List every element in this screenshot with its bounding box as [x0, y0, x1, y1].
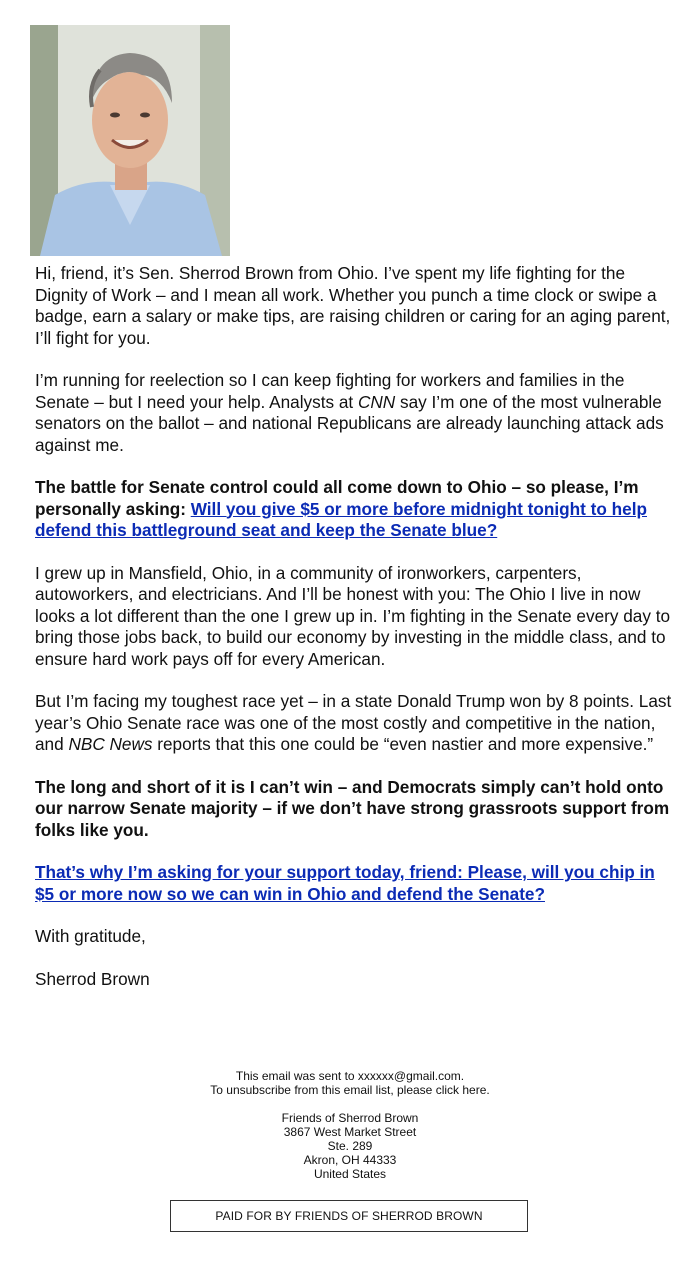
country: United States: [313, 1167, 387, 1181]
sent-to-notice: This email was sent to xxxxxx@gmail.com.: [235, 1069, 465, 1083]
email-body: [35, 263, 673, 1011]
unsubscribe-link[interactable]: To unsubscribe from this email list, please click here.: [210, 1083, 490, 1097]
closing: With gratitude,: [35, 926, 146, 946]
donate-link-2[interactable]: That’s why I’m asking for your support today, friend: Please, will you chip in $5 or more now so we can win in Ohio and defend the Senate?: [35, 862, 655, 904]
intro-paragraph: Hi, friend, it’s Sen. Sherrod Brown from Ohio. I’ve spent my life fighting for the Dignity of Work – and I mean all work. Whether you punch a time clock or swipe a badge, earn a salary or make tips, are raising children or caring for an aging parent, I’ll fight for you.: [35, 263, 671, 348]
toughest-race-paragraph: [35, 691, 673, 756]
email-footer: [0, 1069, 700, 1181]
city-state-zip: Akron, OH 44333: [303, 1153, 397, 1167]
cnn-text: CNN: [357, 391, 396, 412]
org-name: Friends of Sherrod Brown: [281, 1111, 419, 1125]
ask-paragraph: [35, 477, 673, 542]
street-address: 3867 West Market Street: [283, 1125, 417, 1139]
portrait-icon: [30, 25, 230, 256]
donate-paragraph: [35, 862, 673, 905]
ask-text: The battle for Senate control could all come down to Ohio – so please, I’m personally asking:: [35, 477, 639, 519]
race-text-a: But I’m facing my toughest race yet – in a state Donald Trump won by 8 points. Last year’s Ohio Senate race was one of the most costly and competitive in the nation, and: [35, 691, 672, 754]
signature: Sherrod Brown: [35, 968, 150, 989]
suite: Ste. 289: [327, 1139, 373, 1153]
reelection-text-a: I’m running for reelection so I can keep fighting for workers and families in the Senate – but I need your help. Analysts at: [35, 370, 625, 412]
donate-link-1[interactable]: Will you give $5 or more before midnight tonight to help defend this battleground seat and keep the Senate blue?: [35, 498, 647, 540]
paid-for-disclaimer: PAID FOR BY FRIENDS OF SHERROD BROWN: [170, 1200, 528, 1232]
race-text-b: reports that this one could be “even nastier and more expensive.”: [152, 734, 654, 754]
grassroots-paragraph: The long and short of it is I can’t win – and Democrats simply can’t hold onto our narrow Senate majority – if we don’t have strong grassroots support from folks like you.: [35, 776, 670, 840]
nbc-text: NBC News: [68, 734, 153, 754]
reelection-text-b: say I’m one of the most vulnerable senators on the ballot – and national Republicans are already launching attack ads against me.: [35, 391, 664, 455]
mansfield-paragraph: I grew up in Mansfield, Ohio, in a community of ironworkers, carpenters, autoworkers, and electricians. And I’ll be honest with you: The Ohio I live in now looks a lot different than the one I grew up in. I’m fighting in the Senate every day to bring those jobs back, to build our economy by investing in the middle class, and to ensure hard work pays off for every American.: [35, 562, 671, 669]
reelection-paragraph: [35, 370, 673, 456]
portrait-photo: [30, 25, 230, 256]
